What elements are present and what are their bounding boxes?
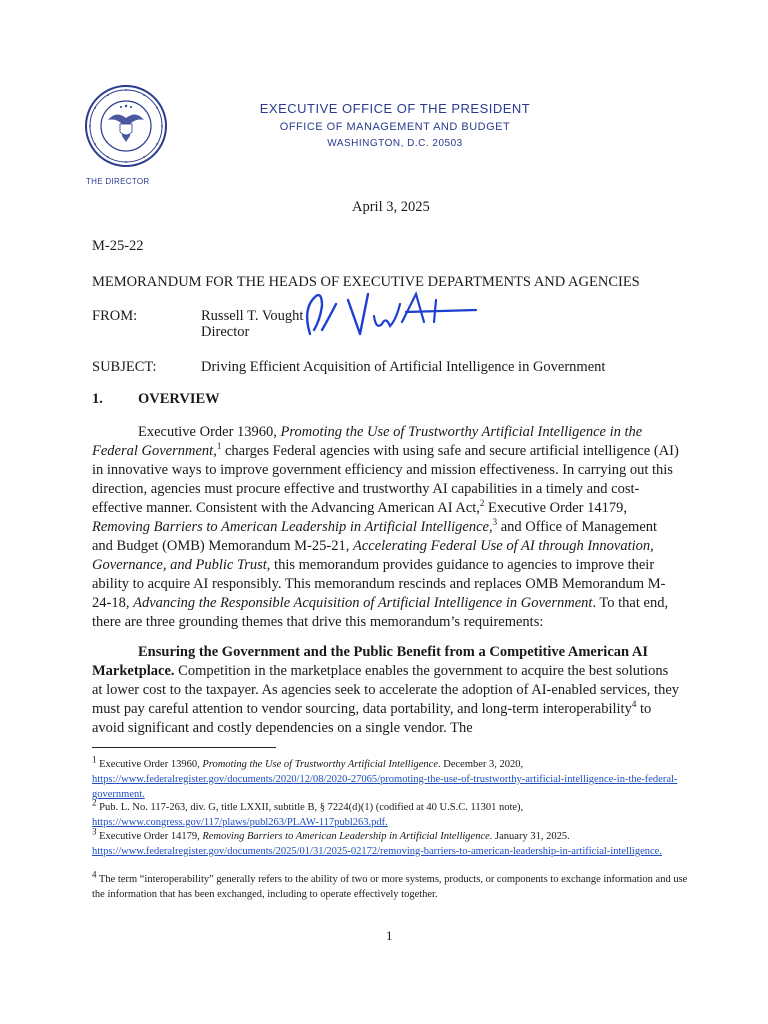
letterhead-agency: OFFICE OF MANAGEMENT AND BUDGET [279,121,511,133]
footnote-ref-1: 1 [216,441,222,452]
director-tag: THE DIRECTOR [86,177,150,186]
section-number: 1. [92,391,103,407]
footnote-ref-3: 3 [492,517,498,528]
from-name: Russell T. Vought [201,308,304,324]
from-title: Director [201,324,250,340]
footnote-2-link[interactable]: https://www.congress.gov/117/plaws/publ263/PLAW-117publ263.pdf. [92,817,388,828]
footnote-ref-4: 4 [631,699,637,710]
footnote-ref-2: 2 [479,498,485,509]
subject-text: Driving Efficient Acquisition of Artificial Intelligence in Government [201,359,606,375]
footnote-2: $^2$ Pub. L. No. 117-263, div. G, title LXXII, subtitle B, § 7224(d)(1) (codified at 40 U.S.C. 11301 note), https://www.congress.gov/117/plaws/publ263/PLAW-117publ263.pdf. [92,797,524,828]
page-number: 1 [386,928,393,943]
memo-date: April 3, 2025 [352,199,430,215]
from-label: FROM: [92,308,138,324]
footnote-4: $^4$ The term “interoperability” generally refers to the ability of two or more systems, products, or components to exchange information and use the information that has been exchanged, including to operate effectively together. [92,869,688,900]
overview-paragraph: Executive Order 13960, Promoting the Use of Trustworthy Artificial Intelligence in the Federal Government,$^1$ charges Federal agencies with using safe and secure artificial intelligence (AI) in innovative ways to improve government efficiency and mission effectiveness. In carrying out this direction, agencies must procure effective and trustworthy AI capabilities in a timely and cost-effective manner. Consistent with the Advancing American AI Act,$^2$ Executive Order 14179, Removing Barriers to American Leadership in Artificial Intelligence,$^3$ and Office of Management and Budget (OMB) Memorandum M-25-21, Accelerating Federal Use of AI through Innovation, Governance, and Public Trust, this memorandum provides guidance to agencies to improve their ability to acquire AI responsibly. This memorandum rescinds and replaces OMB Memorandum M-24-18, Advancing the Responsible Acquisition of Artificial Intelligence in Government. To that end, there are three grounding themes that drive this memorandum’s requirements: [92,424,679,630]
memo-number: M-25-22 [92,238,144,254]
memo-addressees: MEMORANDUM FOR THE HEADS OF EXECUTIVE DEPARTMENTS AND AGENCIES [92,274,640,290]
footnote-1: $^1$ Executive Order 13960, Promoting the Use of Trustworthy Artificial Intelligence. December 3, 2020, https://www.federalregister.gov/documents/2020/12/08/2020-27065/promoting-the-use-of-trustworthy-artificial-intelligence-in-the-federal-government. [92,754,678,800]
footnote-3: $^3$ Executive Order 14179, Removing Barriers to American Leadership in Artificial Intelligence. January 31, 2025. https://www.federalregister.gov/documents/2025/01/31/2025-02172/removing-barriers-to-american-leadership-in-artificial-intelligence. [92,826,662,857]
subject-label: SUBJECT: [92,359,157,375]
presidential-seal-icon [84,84,168,168]
letterhead-address: WASHINGTON, D.C. 20503 [327,138,463,149]
letterhead-office: EXECUTIVE OFFICE OF THE PRESIDENT [259,101,531,116]
competitive-marketplace-paragraph: Ensuring the Government and the Public Benefit from a Competitive American AI Marketplace. Competition in the marketplace enables the government to acquire the best solutions at lower cost to the taxpayer. As agencies seek to accelerate the adoption of AI-enabled services, they must pay careful attention to vendor sourcing, data portability, and long-term interoperability$^4$ to avoid significant and costly dependencies on a single vendor. The [92,644,680,736]
footnote-1-link[interactable]: https://www.federalregister.gov/documents/2020/12/08/2020-27065/promoting-the-use-of-trustworthy-artificial-intelligence-in-the-federal-government. [92,774,678,800]
section-title: OVERVIEW [138,391,220,407]
handwritten-signature [300,286,480,346]
footnote-3-link[interactable]: https://www.federalregister.gov/documents/2025/01/31/2025-02172/removing-barriers-to-american-leadership-in-artificial-intelligence. [92,846,662,857]
footnote-divider [92,747,276,748]
